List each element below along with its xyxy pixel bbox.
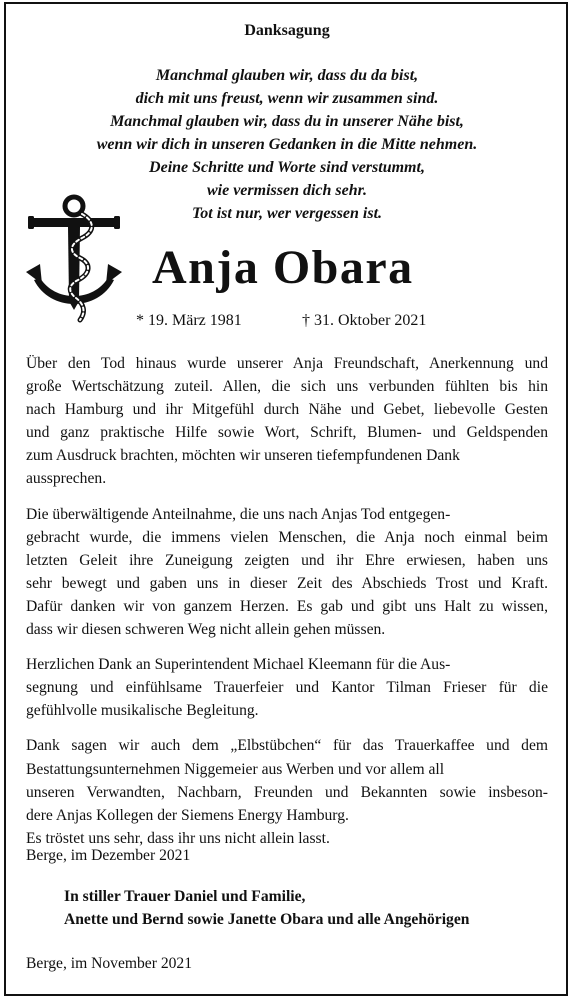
text-line: nach Hamburg und ihr Mitgefühl durch Nähe und Gebet, liebevolle Gesten (26, 401, 548, 419)
notice-heading: Danksagung (244, 22, 330, 39)
text-line: Bestattungsunternehmen Niggemeier aus Werben und vor allem all (26, 760, 445, 778)
place-date-november: Berge, im November 2021 (26, 955, 193, 972)
deceased-name: Anja Obara (152, 241, 414, 294)
poem-line: Deine Schritte und Worte sind verstummt, (149, 159, 425, 176)
signature-block (64, 885, 469, 931)
poem-line: Manchmal glauben wir, dass du da bist, (155, 67, 419, 84)
poem-line: wie vermissen dich sehr. (206, 182, 367, 199)
text-line: zum Ausdruck brachten, möchten wir unseren tiefempfundenen Dank (26, 447, 460, 465)
text-line: Dafür danken wir von ganzem Herzen. Es gab und gibt uns Halt zu wissen, (26, 597, 548, 615)
text-line: gefühlvolle musikalische Begleitung. (26, 702, 259, 720)
text-line: unseren Verwandten, Nachbarn, Freunden und Bekannten sowie insbeson- (26, 783, 548, 801)
body-paragraph (26, 352, 548, 491)
text-line: Herzlichen Dank an Superintendent Michael Kleemann für die Aus- (26, 656, 451, 674)
text-line: und ganz praktische Hilfe sowie Wort, Schrift, Blumen- und Geldspenden (26, 424, 548, 442)
notice-body (26, 352, 548, 850)
birth-date: * 19. März 1981 (136, 312, 242, 329)
body-paragraph (26, 503, 548, 642)
signature-line: In stiller Trauer Daniel und Familie, (64, 888, 306, 905)
text-line: Die überwältigende Anteilnahme, die uns nach Anjas Tod entgegen- (26, 505, 451, 523)
place-date-december: Berge, im Dezember 2021 (26, 847, 191, 864)
text-line: gebracht wurde, die immens vielen Menschen, die Anja noch einmal beim (26, 528, 548, 546)
text-line: große Wertschätzung zuteil. Allen, die sich uns verbunden fühlten bis hin (26, 378, 548, 396)
signature-line: Anette und Bernd sowie Janette Obara und alle Angehörigen (64, 911, 470, 928)
text-line: aussprechen. (26, 470, 107, 488)
text-line: Es tröstet uns sehr, dass ihr uns nicht allein lasst. (26, 829, 330, 847)
body-paragraph (26, 653, 548, 722)
text-line: letzten Geleit ihre Zuneigung zeigten und ihr Ehre erwiesen, haben uns (26, 551, 548, 569)
body-paragraph (26, 734, 548, 849)
anchor-with-rope-icon (24, 192, 124, 324)
poem-line: dich mit uns freust, wenn wir zusammen sind. (135, 90, 439, 107)
poem-line: Tot ist nur, wer vergessen ist. (191, 205, 383, 222)
text-line: dass wir diesen schweren Weg nicht allein gehen müssen. (26, 621, 386, 639)
text-line: Dank sagen wir auch dem „Elbstübchen“ für das Trauerkaffee und dem (26, 737, 548, 755)
text-line: dere Anjas Kollegen der Siemens Energy Hamburg. (26, 806, 349, 824)
death-date: † 31. Oktober 2021 (302, 312, 427, 329)
poem-line: wenn wir dich in unseren Gedanken in die Mitte nehmen. (96, 136, 478, 153)
text-line: Über den Tod hinaus wurde unserer Anja Freundschaft, Anerkennung und (26, 355, 548, 372)
text-line: sehr bewegt und gaben uns in dieser Zeit des Abschieds Trost und Kraft. (26, 574, 548, 592)
poem-line: Manchmal glauben wir, dass du in unserer Nähe bist, (110, 113, 464, 130)
text-line: segnung und einfühlsame Trauerfeier und Kantor Tilman Frieser für die (26, 679, 548, 697)
